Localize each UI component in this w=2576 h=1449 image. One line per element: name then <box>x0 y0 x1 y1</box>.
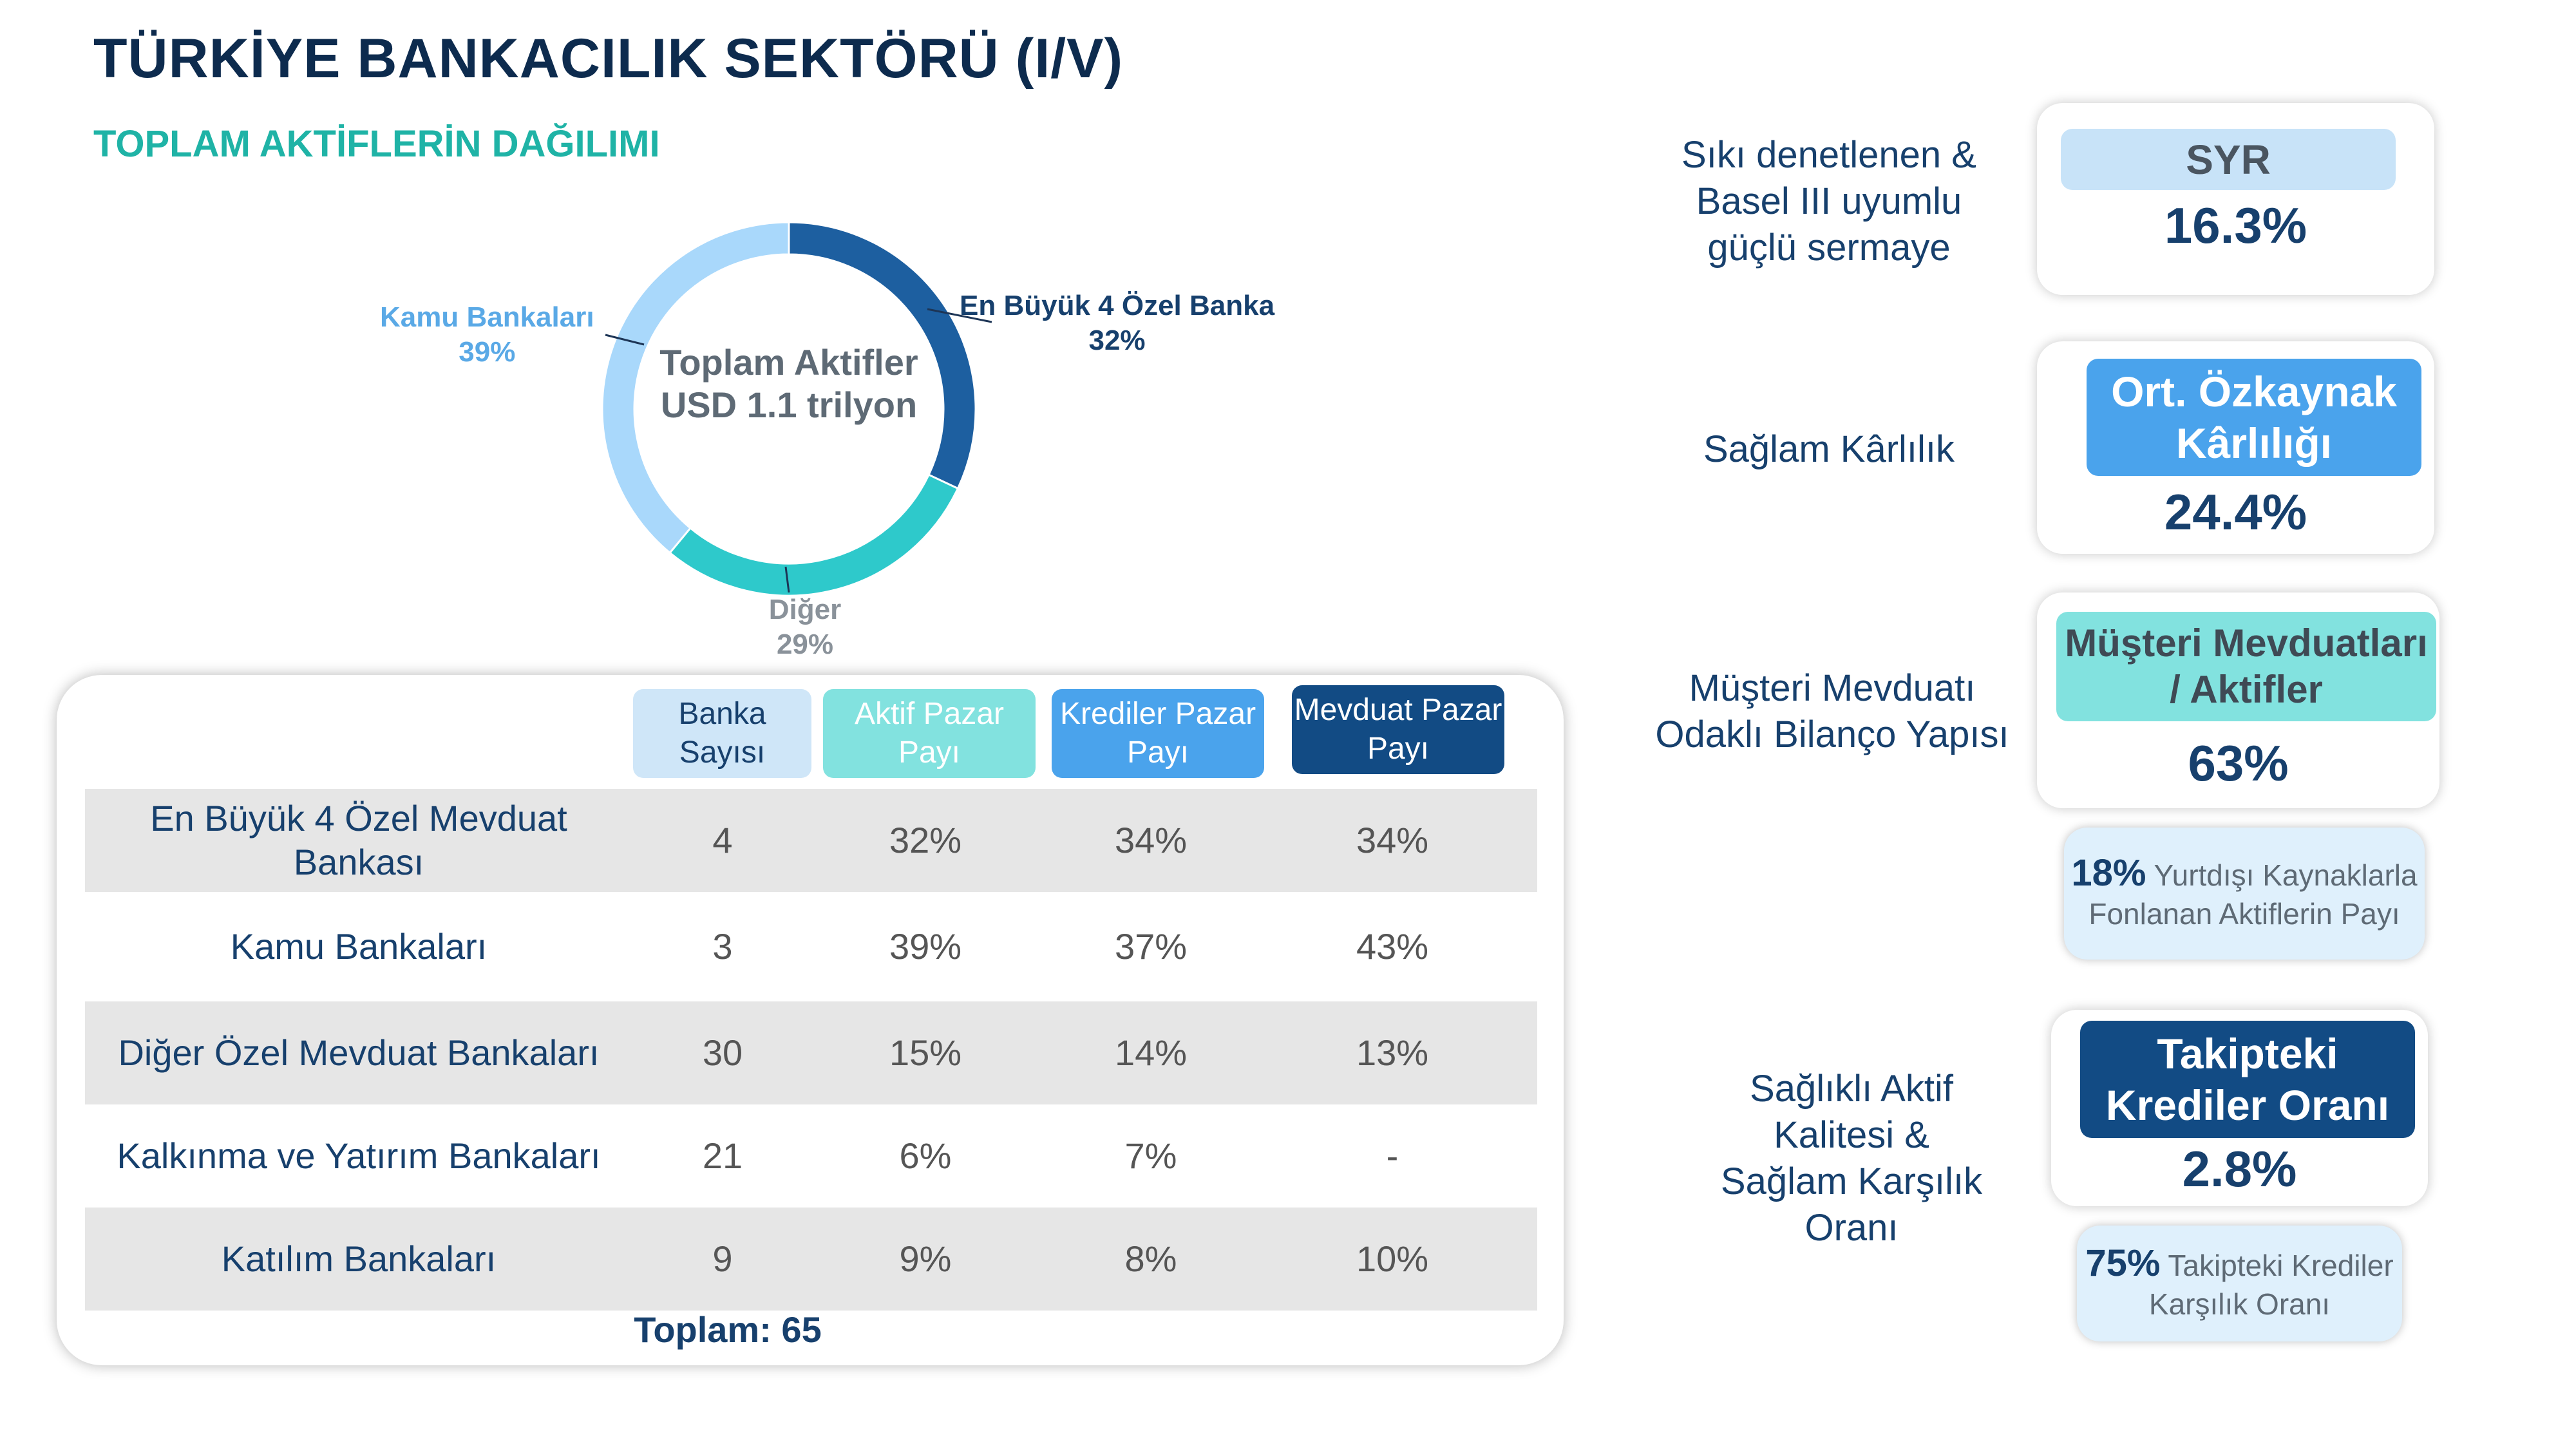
row-name: En Büyük 4 Özel Mevduat Bankası <box>150 798 567 882</box>
slice-label-diger <box>741 592 869 662</box>
row-loan-share: 34% <box>1114 820 1188 860</box>
row-loan-share: 37% <box>1114 926 1188 967</box>
header-deposit-share: Mevduat Pazar Payı <box>1292 685 1504 774</box>
row-loan-share: 7% <box>1124 1135 1177 1176</box>
donut-center-value: USD 1.1 trilyon <box>660 384 918 425</box>
row-asset-share: 6% <box>899 1135 952 1176</box>
row-bank-count: 4 <box>712 820 733 860</box>
donut-slice-1 <box>670 475 958 596</box>
highlight-label-profitability: Sağlam Kârlılık <box>1703 428 1955 470</box>
row-asset-share: 9% <box>899 1238 952 1279</box>
chip-roe: Ort. Özkaynak Kârlılığı <box>2087 359 2421 476</box>
row-bank-count: 9 <box>712 1238 733 1279</box>
row-name: Kamu Bankaları <box>230 926 488 967</box>
donut-center-label <box>580 341 998 426</box>
highlight-label-capital: Sıkı denetlenen & Basel III uyumlu güçlü sermaye <box>1681 134 1976 269</box>
row-asset-share: 39% <box>889 926 962 967</box>
row-asset-share: 15% <box>889 1032 962 1073</box>
chip-npl-ratio: Takipteki Krediler Oranı <box>2080 1021 2415 1138</box>
chip-syr: SYR <box>2061 129 2396 190</box>
page-title: TÜRKİYE BANKACILIK SEKTÖRÜ (I/V) <box>93 28 1124 90</box>
row-name: Diğer Özel Mevduat Bankaları <box>118 1032 600 1073</box>
row-bank-count: 3 <box>712 926 733 967</box>
highlight-label-asset-quality: Sağlıklı Aktif Kalitesi & Sağlam Karşılık Oranı <box>1720 1068 1983 1249</box>
slice-label-kamu <box>380 300 594 370</box>
highlight-label-deposits: Müşteri Mevduatı Odaklı Bilanço Yapısı <box>1655 667 2009 755</box>
donut-center-title: Toplam Aktifler <box>659 342 918 383</box>
table-row <box>85 1001 1537 1104</box>
row-deposit-share: 43% <box>1356 926 1429 967</box>
note-foreign-funding <box>2064 828 2425 960</box>
value-deposits-to-assets: 63% <box>2188 735 2289 791</box>
row-name: Katılım Bankaları <box>221 1238 497 1279</box>
header-bank-count: Banka Sayısı <box>633 689 811 778</box>
header-asset-share: Aktif Pazar Payı <box>823 689 1036 778</box>
slice-value-kamu: 39% <box>459 336 516 368</box>
chip-deposits-to-assets: Müşteri Mevduatları / Aktifler <box>2056 612 2436 721</box>
note-foreign-funding-text: Yurtdışı Kaynaklarla Fonlanan Aktiflerin Payı <box>2088 858 2418 931</box>
note-npl-coverage-text: Takipteki Krediler Karşılık Oranı <box>2148 1248 2394 1321</box>
row-deposit-share: 10% <box>1356 1238 1429 1279</box>
row-deposit-share: - <box>1386 1135 1399 1176</box>
value-syr: 16.3% <box>2164 197 2307 254</box>
slice-name-diger: Diğer <box>768 594 842 625</box>
note-npl-coverage <box>2077 1226 2402 1341</box>
row-bank-count: 30 <box>702 1032 743 1073</box>
table-row <box>85 1104 1537 1208</box>
slice-value-diger: 29% <box>776 629 834 660</box>
table-row <box>85 895 1537 998</box>
row-bank-count: 21 <box>702 1135 743 1176</box>
table-row <box>85 789 1537 892</box>
slice-label-big4 <box>960 289 1274 358</box>
note-npl-coverage-pct: 75% <box>2085 1242 2161 1284</box>
chart-subtitle: TOPLAM AKTİFLERİN DAĞILIMI <box>93 123 660 165</box>
slice-name-kamu: Kamu Bankaları <box>380 301 594 333</box>
value-npl-ratio: 2.8% <box>2182 1141 2297 1197</box>
header-loan-share: Krediler Pazar Payı <box>1052 689 1264 778</box>
slice-value-big4: 32% <box>1088 325 1146 356</box>
table-total: Toplam: 65 <box>634 1309 822 1350</box>
row-loan-share: 14% <box>1114 1032 1188 1073</box>
slice-name-big4: En Büyük 4 Özel Banka <box>960 290 1275 321</box>
row-deposit-share: 13% <box>1356 1032 1429 1073</box>
note-foreign-funding-pct: 18% <box>2071 852 2146 894</box>
table-row <box>85 1208 1537 1311</box>
row-name: Kalkınma ve Yatırım Bankaları <box>117 1135 601 1176</box>
row-deposit-share: 34% <box>1356 820 1429 860</box>
row-loan-share: 8% <box>1124 1238 1177 1279</box>
value-roe: 24.4% <box>2164 484 2307 540</box>
row-asset-share: 32% <box>889 820 962 860</box>
